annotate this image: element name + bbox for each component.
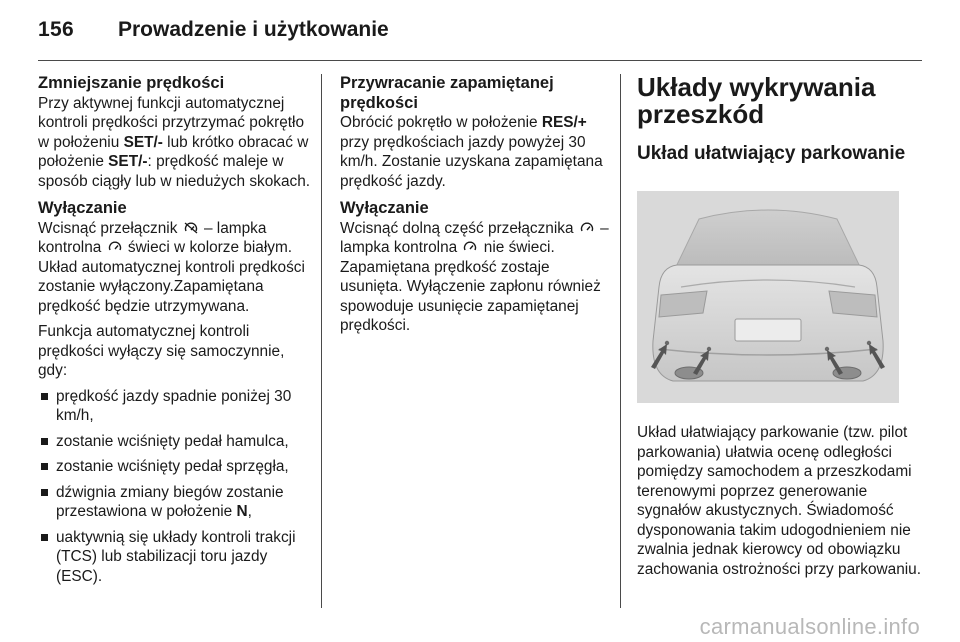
auto-off-conditions-list <box>38 387 312 587</box>
list-item: uaktywnią się układy kontroli trakcji (TCS) lub stabilizacji toru jazdy (ESC). <box>38 528 312 587</box>
text-run: Wcisnąć dolną część przełącznika <box>340 219 578 237</box>
text-run: : prędkość maleje w sposób ciągły lub w niedużych skokach. <box>38 153 311 190</box>
bold-control-set: SET/- <box>123 133 163 151</box>
text-run: , <box>247 503 252 520</box>
paragraph-deactivation <box>38 219 312 317</box>
list-item: prędkość jazdy spadnie poniżej 30 km/h, <box>38 387 312 426</box>
text-run: – lampka kontrolna <box>340 219 609 256</box>
text-run: nie świeci. Zapamiętana prędkość zostaje usunięta. Wyłączenie zapłonu również spowoduje usunięcie zapamiętanej prędkości. <box>340 239 601 334</box>
section-title-obstacle-detection: Układy wykrywania przeszkód <box>637 72 876 129</box>
list-item: zostanie wciśnięty pedał hamulca, <box>38 432 312 452</box>
paragraph-deactivation-2 <box>340 219 610 336</box>
bold-gear-n: N <box>236 503 248 520</box>
page-header <box>38 14 922 54</box>
column-divider-1 <box>321 74 322 608</box>
cruise-control-indicator-icon <box>463 241 477 253</box>
paragraph-resume-speed <box>340 113 610 191</box>
column-2 <box>340 74 610 342</box>
section-subtitle-parking-assist: Układ ułatwiający parkowanie <box>637 143 906 164</box>
text-run: – lampka kontrolna <box>38 219 267 256</box>
bold-control-set: SET/- <box>108 153 148 170</box>
cruise-control-indicator-icon <box>108 241 122 253</box>
text-run: Wcisnąć przełącznik <box>38 219 182 237</box>
column-divider-2 <box>620 74 621 608</box>
text-run: Przy aktywnej funkcji automatycznej kontroli prędkości przytrzymać pokrętło w położeniu <box>38 94 305 151</box>
text-run: Obrócić pokrętło w położenie <box>340 114 542 131</box>
paragraph-decrease-speed <box>38 94 312 192</box>
list-item: zostanie wciśnięty pedał sprzęgła, <box>38 457 312 477</box>
chapter-title: Prowadzenie i użytkowanie <box>118 18 389 41</box>
section-heading-deactivation-2: Wyłączanie <box>340 199 429 217</box>
section-heading-deactivation: Wyłączanie <box>38 199 127 217</box>
text-run: lub krótko obracać w położenie <box>38 133 309 170</box>
section-heading-decrease-speed: Zmniejszanie prędkości <box>38 74 225 92</box>
list-item <box>38 483 312 522</box>
header-divider <box>38 60 922 61</box>
section-heading-resume-speed: Przywracanie zapamiętanej prędkości <box>340 74 554 112</box>
column-1 <box>38 74 312 592</box>
watermark: carmanualsonline.info <box>699 614 920 639</box>
cruise-control-indicator-icon <box>580 222 594 234</box>
bold-control-res: RES/+ <box>541 114 587 131</box>
page-number: 156 <box>38 18 74 41</box>
text-run: dźwignia zmiany biegów zostanie przestawiona w położenie <box>56 483 284 520</box>
paragraph-parking-assist: Układ ułatwiający parkowanie (tzw. pilot parkowania) ułatwia ocenę odległości pomiędzy samochodem a przeszkodami terenowymi poprzez generowanie sygnałów akustycznych. Świadomość dysponowania takim udogodnieniem nie zwalnia jednak kierowcy od obowiązku zachowania ostrożności przy parkowaniu. <box>637 424 922 578</box>
paragraph-auto-off-conditions: Funkcja automatycznej kontroli prędkości wyłączy się samoczynnie, gdy: <box>38 323 285 379</box>
cruise-control-off-switch-icon <box>184 222 198 234</box>
text-run: przy prędkościach jazdy powyżej 30 km/h. Zostanie uzyskana zapamiętana prędkość jazdy. <box>340 133 603 190</box>
car-rear-parking-sensors-illustration <box>637 191 899 403</box>
text-run: świeci w kolorze białym. Układ automatycznej kontroli prędkości zostanie wyłączony.Zapamiętana prędkość będzie utrzymywana. <box>38 239 305 315</box>
column-3 <box>637 74 927 585</box>
